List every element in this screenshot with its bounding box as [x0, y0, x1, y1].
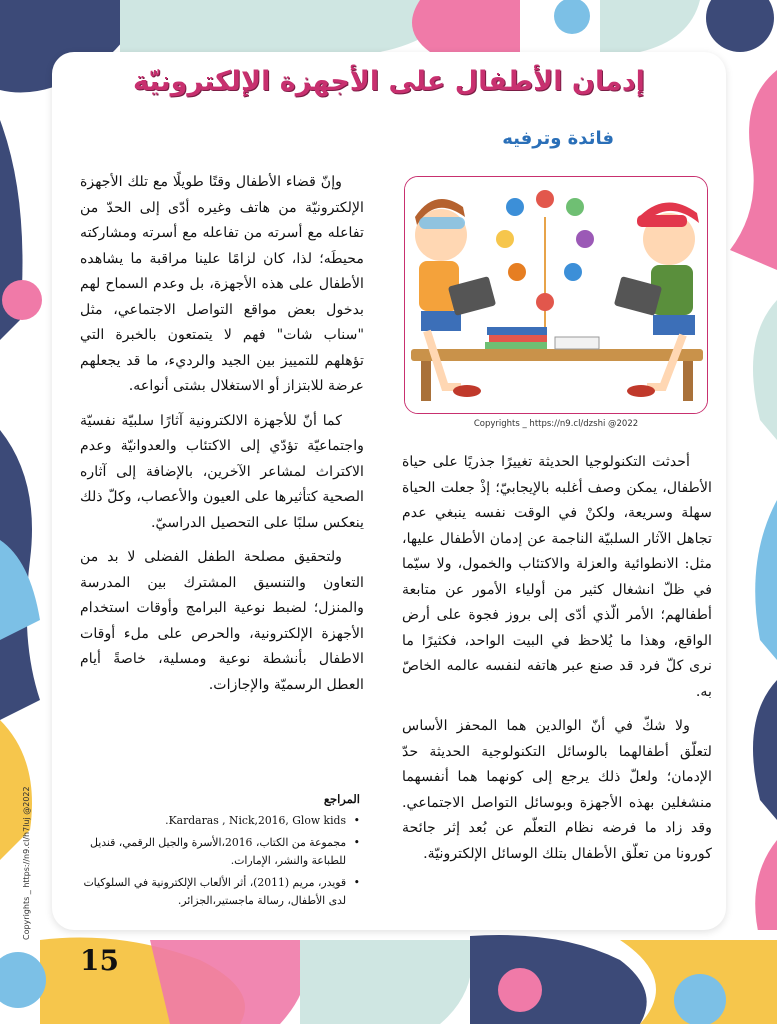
side-copyright: Copyrights _ https://n9.cl/h7luj @2022: [22, 786, 31, 940]
paragraph: كما أنّ للأجهزة الالكترونية آثارًا سلبيّة نفسيّة واجتماعيّة تؤدّي إلى الاكتئاب والعدوانيّة وعدم الاكتراث لمشاعر الآخرين، بالإضافة إلى آثاره الصحية كتأثيرها على العيون والأعصاب، وكلّ ذلك ينعكس سلبًا على التحصيل الدراسيّ.: [80, 412, 364, 531]
reference-item: • مجموعة من الكتاب، 2016،الأسرة والجيل الرقمي، قنديل للطباعة والنشر، الإمارات.: [80, 834, 360, 870]
page-number: 15: [80, 944, 119, 977]
children-tablets-illustration: [404, 176, 708, 414]
paragraph: ولتحقيق مصلحة الطفل الفضلى لا بد من التعاون والتنسيق المشترك بين المدرسة والمنزل؛ لضبط نوعية البرامج وأوقات استخدام الأجهزة الإلكترونية، والحرص على ملء أوقات الاطفال بأنشطة نوعية ومسلية، خاصةً أيام العطل الرسميّة والإجازات.: [80, 549, 364, 693]
article-subtitle: فائدة وترفيه: [502, 128, 614, 149]
references: [80, 792, 360, 914]
image-caption: Copyrights _ https://n9.cl/dzshi @2022: [473, 419, 639, 429]
right-column-text: [402, 450, 712, 876]
paragraph: وإنّ قضاء الأطفال وقتًا طويلًا مع تلك الأجهزة الإلكترونيّة من هاتف وغيره أدّى إلى الحدّ من تفاعله مع أسرته من تفاعله مع أسرته ومشاركته محيطَه؛ لذا، كان لزامًا علينا مراقبة ما يشاهده الأطفال على هذه الأجهزة، بل وعدم السماح لهم بدخول بعض مواقع التواصل الاجتماعي، مثل "سناب شات" فهم لا يتمتعون بالخبرة التي تؤهلهم للتمييز بين الجيد والرديء، ما قد يجعلهم عرضة للابتزاز أو الاستغلال بشتى أنواعه.: [80, 174, 364, 394]
article-title: إدمان الأطفال على الأجهزة الإلكترونيّة: [133, 66, 645, 97]
left-column-text: [80, 170, 364, 707]
paragraph: أحدثت التكنولوجيا الحديثة تغييرًا جذريًا على حياة الأطفال، يمكن وصف أغلبه بالإيجابيّ؛ إذْ جعلت الحياة سهلة وسريعة، ولكنْ في الوقت نفسه ينبغي عدم تجاهل الآثار السلبيّة الناجمة عن إدمان الأطفال عليها، مثل: الانطوائية والعزلة والاكتئاب والخمول، ولا سيّما في ظلّ انشغال كثير من أولياء الأمور عن متابعة أطفالهم؛ الأمر الّذي أدّى إلى بروز فجوة على أرض الواقع، وهذا ما يُلاحظ في البيت الواحد، فكثيرًا ما نرى كلّ فرد قد صنع عبر هاتفه لنفسه عالمه الخاصّ به.: [402, 454, 712, 700]
references-title: المراجع: [323, 792, 360, 806]
reference-item: • Kardaras , Nick,2016, Glow kids.: [80, 812, 360, 830]
references-list: [80, 812, 360, 910]
reference-item: • قويدر، مريم (2011)، أثر الألعاب الإلكترونية في السلوكيات لدى الأطفال، رسالة ماجستير،الجزائر.: [80, 874, 360, 910]
article-card: [52, 52, 726, 930]
paragraph: ولا شكّ في أنّ الوالدين هما المحفز الأساس لتعلّق أطفالهما بالوسائل التكنولوجية الحديثة حدّ الإدمان؛ ولعلّ ذلك يرجع إلى كونهما هما أنفسهما منشغلين بهذه الأجهزة وبوسائل التواصل الاجتماعي. وقد زاد ما فرضه نظام التعلّم عن بُعد إثر جائحة كورونا من تعلّق الأطفال بتلك الوسائل الإلكترونيّة.: [402, 718, 712, 862]
